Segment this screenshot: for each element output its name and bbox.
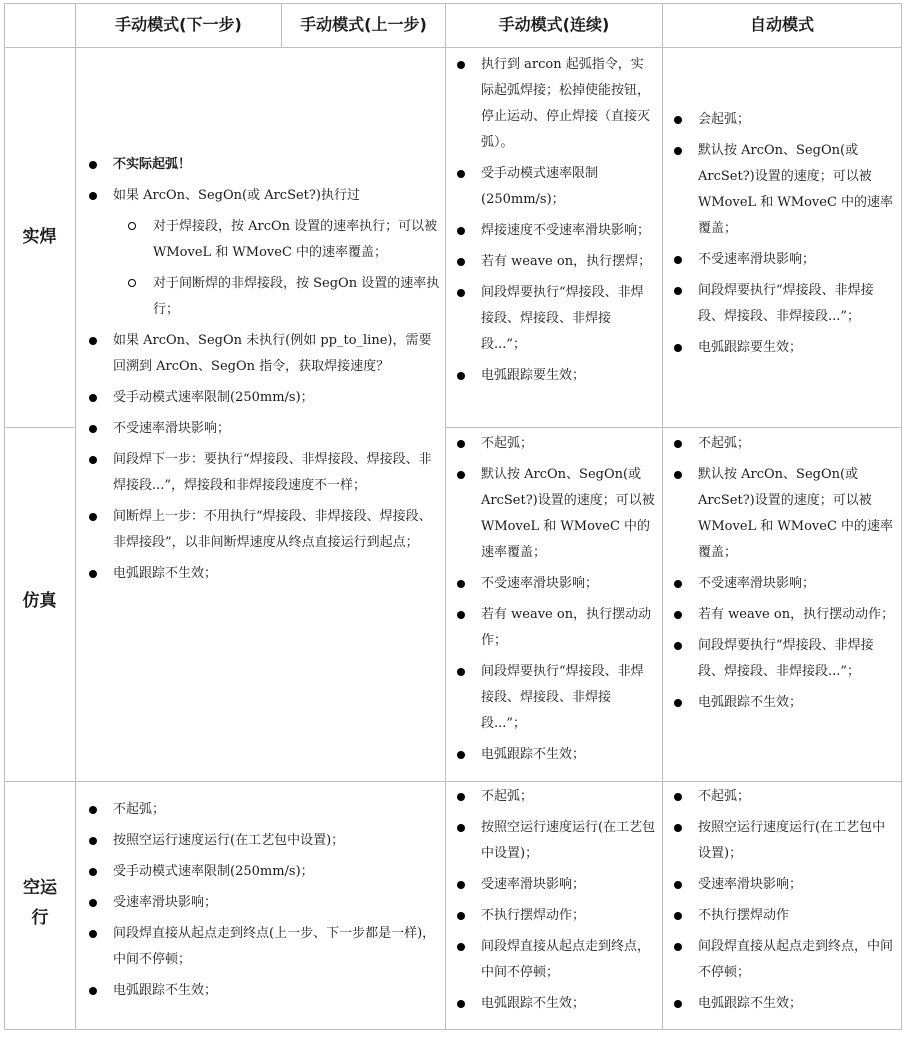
list-item: 若有 weave on，执行摆动动作；: [665, 602, 897, 628]
row-label-dry-run-text: 空运行: [23, 878, 57, 928]
table-border-bottom: [4, 1029, 902, 1030]
cell-continuous-dry: [448, 784, 656, 1022]
row2-divider: [4, 781, 902, 782]
list-item: 间段焊要执行“焊接段、非焊接段、焊接段、非焊接段...”；: [448, 659, 656, 737]
list-item: 不执行摆焊动作；: [448, 903, 656, 929]
list-item: 不受速率滑块影响；: [448, 571, 656, 597]
cell-auto-dry: [665, 784, 897, 1022]
list-item: 电弧跟踪不生效；: [448, 742, 656, 768]
list-item: 不执行摆焊动作: [665, 903, 897, 929]
list-item: 间断焊上一步：不用执行“焊接段、非焊接段、焊接段、非焊接段”，以非间断焊速度从终点直接运行到起点；: [80, 504, 440, 556]
list-item: 默认按 ArcOn、SegOn(或 ArcSet?)设置的速度；可以被 WMoveL 和 WMoveC 中的速率覆盖；: [448, 462, 656, 566]
row1-divider-left: [4, 427, 76, 428]
cell-manual-step-dry: [80, 797, 440, 1009]
list-item: 电弧跟踪不生效；: [80, 561, 440, 587]
list-item: 受速率滑块影响；: [665, 872, 897, 898]
list-item: 电弧跟踪要生效；: [448, 363, 656, 389]
table-border-left: [4, 3, 5, 1030]
sub-list-item: 对于间断焊的非焊接段，按 SegOn 设置的速率执行；: [80, 271, 440, 323]
cell-manual-step-weld-sim: [80, 152, 440, 592]
cell-continuous-sim: [448, 431, 656, 773]
list-item: 若有 weave on，执行摆动动作；: [448, 602, 656, 654]
list-item: 不起弧；: [80, 797, 440, 823]
row-label-simulation: 仿真: [22, 591, 57, 611]
list-item: 若有 weave on，执行摆焊；: [448, 249, 656, 275]
list-item: 电弧跟踪要生效；: [665, 335, 897, 361]
row-label-dry-run: [20, 873, 60, 933]
cell-auto-weld: [665, 107, 897, 366]
list-item: 电弧跟踪不生效；: [665, 690, 897, 716]
row-label-divider: [75, 3, 76, 1030]
list-item: 如果 ArcOn、SegOn(或 ArcSet?)执行过: [80, 183, 440, 209]
list-item: 不实际起弧！: [80, 152, 440, 178]
list-item: 执行到 arcon 起弧指令，实际起弧焊接；松掉使能按钮，停止运动、停止焊接（直接灭弧）。: [448, 52, 656, 156]
list-item: 间段焊直接从起点走到终点(上一步、下一步都是一样)，中间不停顿；: [80, 921, 440, 973]
list-item: 按照空运行速度运行(在工艺包中设置)；: [665, 815, 897, 867]
list-item: 按照空运行速度运行(在工艺包中设置)；: [80, 828, 440, 854]
list-item: 会起弧；: [665, 107, 897, 133]
list-item: 电弧跟踪不生效；: [665, 991, 897, 1017]
list-item: 间段焊要执行“焊接段、非焊接段、焊接段、非焊接段...”；: [448, 280, 656, 358]
sub-list-item: 对于焊接段，按 ArcOn 设置的速率执行；可以被 WMoveL 和 WMoveC 中的速率覆盖；: [80, 214, 440, 266]
list-item: 不起弧；: [665, 784, 897, 810]
row1-divider-right: [445, 427, 902, 428]
list-item: 不起弧；: [448, 431, 656, 457]
header-manual-prev: 手动模式(上一步): [300, 15, 427, 34]
list-item: 不受速率滑块影响；: [665, 247, 897, 273]
list-item: 不起弧；: [665, 431, 897, 457]
list-item: 不起弧；: [448, 784, 656, 810]
list-item: 受速率滑块影响；: [448, 872, 656, 898]
row-label-weld: 实焊: [22, 227, 57, 247]
continuous-col-divider: [445, 3, 446, 1030]
list-item: 间段焊下一步：要执行“焊接段、非焊接段、焊接段、非焊接段...”，焊接段和非焊接段速度不一样；: [80, 447, 440, 499]
list-item: 电弧跟踪不生效；: [448, 991, 656, 1017]
cell-auto-sim: [665, 431, 897, 721]
list-item: 默认按 ArcOn、SegOn(或 ArcSet?)设置的速度；可以被 WMoveL 和 WMoveC 中的速率覆盖；: [665, 138, 897, 242]
list-item: 如果 ArcOn、SegOn 未执行(例如 pp_to_line)，需要回溯到 ArcOn、SegOn 指令，获取焊接速度？: [80, 328, 440, 380]
list-item: 受手动模式速率限制(250mm/s)；: [80, 385, 440, 411]
header-manual-continuous: 手动模式(连续): [498, 15, 610, 34]
list-item: 间段焊要执行“焊接段、非焊接段、焊接段、非焊接段...”；: [665, 633, 897, 685]
cell-continuous-weld: [448, 52, 656, 394]
list-item: 受手动模式速率限制(250mm/s)；: [448, 161, 656, 213]
list-item: 受速率滑块影响；: [80, 890, 440, 916]
list-item: 间段焊直接从起点走到终点，中间不停顿；: [665, 934, 897, 986]
list-item: 不受速率滑块影响；: [665, 571, 897, 597]
header-manual-next: 手动模式(下一步): [115, 15, 242, 34]
header-divider: [4, 47, 902, 48]
list-item: 焊接速度不受速率滑块影响；: [448, 218, 656, 244]
header-auto: 自动模式: [749, 15, 814, 34]
table-border-right: [901, 3, 902, 1030]
list-item: 受手动模式速率限制(250mm/s)；: [80, 859, 440, 885]
list-item: 间段焊要执行“焊接段、非焊接段、焊接段、非焊接段...”；: [665, 278, 897, 330]
list-item: 间段焊直接从起点走到终点，中间不停顿；: [448, 934, 656, 986]
list-item: 不受速率滑块影响；: [80, 416, 440, 442]
auto-col-divider: [662, 3, 663, 1030]
list-item: 电弧跟踪不生效；: [80, 978, 440, 1004]
list-item: 默认按 ArcOn、SegOn(或 ArcSet?)设置的速度；可以被 WMoveL 和 WMoveC 中的速率覆盖；: [665, 462, 897, 566]
list-item: 按照空运行速度运行(在工艺包中设置)；: [448, 815, 656, 867]
